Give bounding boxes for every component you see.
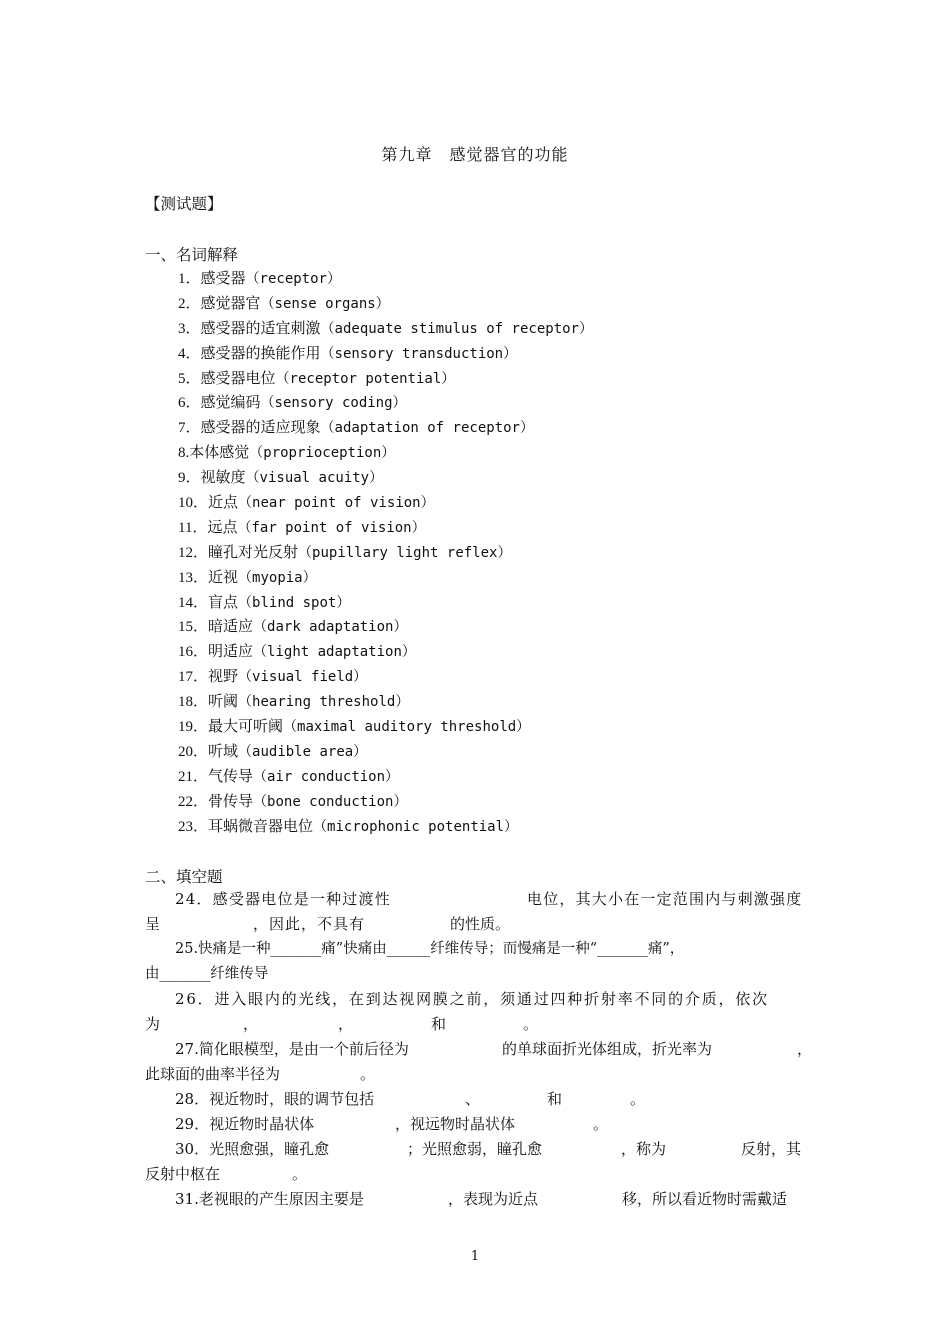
term-item (178, 739, 593, 764)
term-number: 18． (178, 694, 209, 711)
term-chinese: 远点 (207, 517, 238, 536)
term-chinese: 感受器电位 (200, 368, 276, 387)
q30-text-e: 反射中枢在 (145, 1165, 221, 1183)
term-english: （receptor） (245, 271, 341, 287)
q24-line2 (145, 912, 807, 937)
term-english: （adaptation of receptor） (320, 420, 534, 437)
q28-text-d: 。 (630, 1090, 646, 1108)
q28-line (145, 1087, 807, 1112)
section2-heading: 二、填空题 (145, 868, 223, 886)
term-english: （maximal auditory threshold） (283, 719, 531, 736)
term-list (178, 266, 593, 838)
term-number: 23． (178, 818, 209, 835)
q27-text-e: 。 (360, 1065, 376, 1083)
page-number: 1 (470, 1249, 480, 1264)
q27-text-a: 27.简化眼模型，是由一个前后径为 (175, 1040, 409, 1058)
term-english: （audible area） (238, 743, 368, 760)
q30-text-a: 30．光照愈强，瞳孔愈 (175, 1140, 330, 1158)
term-english: （blind spot） (238, 594, 351, 611)
term-chinese: 盲点 (208, 592, 239, 611)
term-item (178, 590, 593, 615)
q30-text-f: 。 (292, 1165, 308, 1183)
term-item (178, 415, 593, 440)
term-item (178, 764, 593, 789)
term-english: （bone conduction） (253, 793, 408, 810)
term-english: （air conduction） (253, 768, 400, 785)
q27-line2 (145, 1062, 807, 1087)
q29-text-b: ，视远物时晶状体 (395, 1115, 516, 1133)
q31-line (145, 1187, 807, 1212)
term-number: 8. (178, 445, 190, 462)
term-english: （hearing threshold） (238, 694, 410, 711)
term-number: 14． (178, 594, 209, 611)
term-number: 2． (178, 295, 201, 312)
term-english: （near point of vision） (238, 495, 435, 512)
term-chinese: 近点 (208, 493, 239, 512)
q28-text-b: 、 (465, 1090, 481, 1108)
term-number: 10． (178, 495, 209, 512)
term-item (178, 515, 593, 540)
section1-heading: 一、名词解释 (145, 246, 239, 264)
term-number: 21． (178, 768, 209, 785)
q27-line1 (145, 1037, 813, 1062)
term-english: （sensory transduction） (320, 345, 518, 362)
q24-text-a: 24．感受器电位是一种过渡性 (175, 890, 391, 908)
term-english: （sense organs） (260, 295, 390, 312)
term-chinese: 听阈 (208, 692, 239, 711)
term-item (178, 565, 593, 590)
q26-text-b: 为 (145, 1015, 161, 1033)
term-item (178, 366, 593, 391)
q24-text-c: 呈 (145, 915, 161, 933)
term-number: 19． (178, 719, 209, 736)
term-item (178, 664, 593, 689)
q28-text-a: 28．视近物时，眼的调节包括 (175, 1090, 375, 1108)
term-chinese: 本体感觉 (189, 443, 250, 462)
term-item (178, 639, 593, 664)
term-number: 17． (178, 669, 209, 686)
q26-text-e: 和 (431, 1015, 447, 1033)
term-english: （far point of vision） (237, 519, 426, 536)
term-number: 16． (178, 644, 209, 661)
term-chinese: 最大可听阈 (208, 717, 284, 736)
q24-text-d: ，因此，不具有 (253, 915, 366, 933)
term-chinese: 气传导 (208, 766, 254, 785)
q31-text-b: ，表现为近点 (448, 1190, 539, 1208)
q29-line (145, 1112, 807, 1137)
q27-text-c: ， (797, 1040, 813, 1058)
chapter-title: 第九章 感觉器官的功能 (381, 145, 569, 164)
term-chinese: 瞳孔对光反射 (208, 542, 299, 561)
q30-text-d: 反射，其 (741, 1140, 802, 1158)
term-item (178, 341, 593, 366)
q27-text-d: 此球面的曲率半径为 (145, 1065, 281, 1083)
term-number: 7． (178, 420, 201, 437)
term-chinese: 骨传导 (208, 791, 254, 810)
term-number: 1． (178, 271, 201, 287)
q29-text-c: 。 (593, 1115, 609, 1133)
term-number: 22． (178, 793, 209, 810)
q25-line2 (145, 962, 807, 987)
term-english: （visual field） (238, 669, 368, 686)
q28-text-c: 和 (547, 1090, 563, 1108)
term-item (178, 714, 593, 739)
q25-line1 (145, 937, 807, 962)
term-english: （microphonic potential） (313, 818, 519, 835)
term-english: （light adaptation） (253, 644, 416, 661)
q31-text-a: 31.老视眼的产生原因主要是 (175, 1190, 364, 1208)
term-chinese: 近视 (208, 567, 239, 586)
term-chinese: 明适应 (208, 642, 254, 661)
test-label: 【测试题】 (145, 195, 223, 213)
term-item (178, 540, 593, 565)
q26-text-c: ， (243, 1015, 259, 1033)
term-item (178, 689, 593, 714)
term-number: 15． (178, 619, 209, 636)
q24-text-b: 电位，其大小在一定范围内与刺激强度 (527, 890, 803, 908)
q25-text-b: 由_______纤维传导 (145, 966, 269, 982)
term-english: （sensory coding） (260, 395, 407, 412)
term-item (178, 316, 593, 341)
term-chinese: 感受器 (200, 269, 246, 287)
q30-line2 (145, 1162, 807, 1187)
q30-line1 (145, 1137, 807, 1162)
q30-text-c: ，称为 (621, 1140, 667, 1158)
term-english: （dark adaptation） (253, 619, 408, 636)
term-chinese: 感受器的换能作用 (200, 343, 321, 362)
q24-line1 (145, 887, 807, 912)
term-number: 11． (178, 519, 208, 536)
term-number: 3． (178, 320, 201, 337)
q26-text-a: 26．进入眼内的光线，在到达视网膜之前，须通过四种折射率不同的介质，依次 (175, 990, 769, 1008)
term-number: 9． (178, 470, 201, 487)
term-item (178, 440, 593, 465)
term-item (178, 490, 593, 515)
term-item (178, 291, 593, 316)
term-english: （pupillary light reflex） (298, 544, 512, 561)
q26-text-f: 。 (523, 1015, 539, 1033)
term-english: （proprioception） (249, 445, 396, 462)
q31-text-c: 移，所以看近物时需戴适 (622, 1190, 788, 1208)
term-item (178, 814, 593, 839)
term-english: （visual acuity） (245, 470, 384, 487)
term-chinese: 感觉器官 (200, 293, 261, 312)
q26-text-d: ， (338, 1015, 354, 1033)
term-item (178, 390, 593, 415)
term-chinese: 听域 (208, 741, 239, 760)
q26-line1 (145, 987, 807, 1012)
q27-text-b: 的单球面折光体组成，折光率为 (502, 1040, 713, 1058)
q24-text-e: 的性质。 (450, 915, 511, 933)
term-number: 20． (178, 743, 209, 760)
term-number: 6． (178, 395, 201, 412)
term-chinese: 感受器的适宜刺激 (200, 318, 321, 337)
term-chinese: 视敏度 (200, 468, 246, 487)
fill-blank-questions (145, 887, 813, 1212)
term-chinese: 耳蜗微音器电位 (208, 816, 314, 835)
term-item (178, 614, 593, 639)
term-item (178, 266, 593, 291)
term-chinese: 感觉编码 (200, 393, 261, 412)
term-number: 4． (178, 345, 201, 362)
q26-line2 (145, 1012, 807, 1037)
term-chinese: 感受器的适应现象 (200, 418, 321, 437)
q25-text-a: 25.快痛是一种_______痛”快痛由______纤维传导；而慢痛是一种“_______痛”， (175, 941, 685, 957)
term-number: 12． (178, 544, 209, 561)
term-english: （adequate stimulus of receptor） (320, 320, 593, 337)
term-item (178, 789, 593, 814)
q30-text-b: ；光照愈弱，瞳孔愈 (407, 1140, 543, 1158)
term-chinese: 暗适应 (208, 617, 254, 636)
term-chinese: 视野 (208, 667, 239, 686)
term-item (178, 465, 593, 490)
term-number: 5． (178, 370, 201, 387)
term-english: （receptor potential） (275, 370, 456, 387)
term-number: 13． (178, 569, 209, 586)
q29-text-a: 29．视近物时晶状体 (175, 1115, 315, 1133)
term-english: （myopia） (238, 569, 317, 586)
